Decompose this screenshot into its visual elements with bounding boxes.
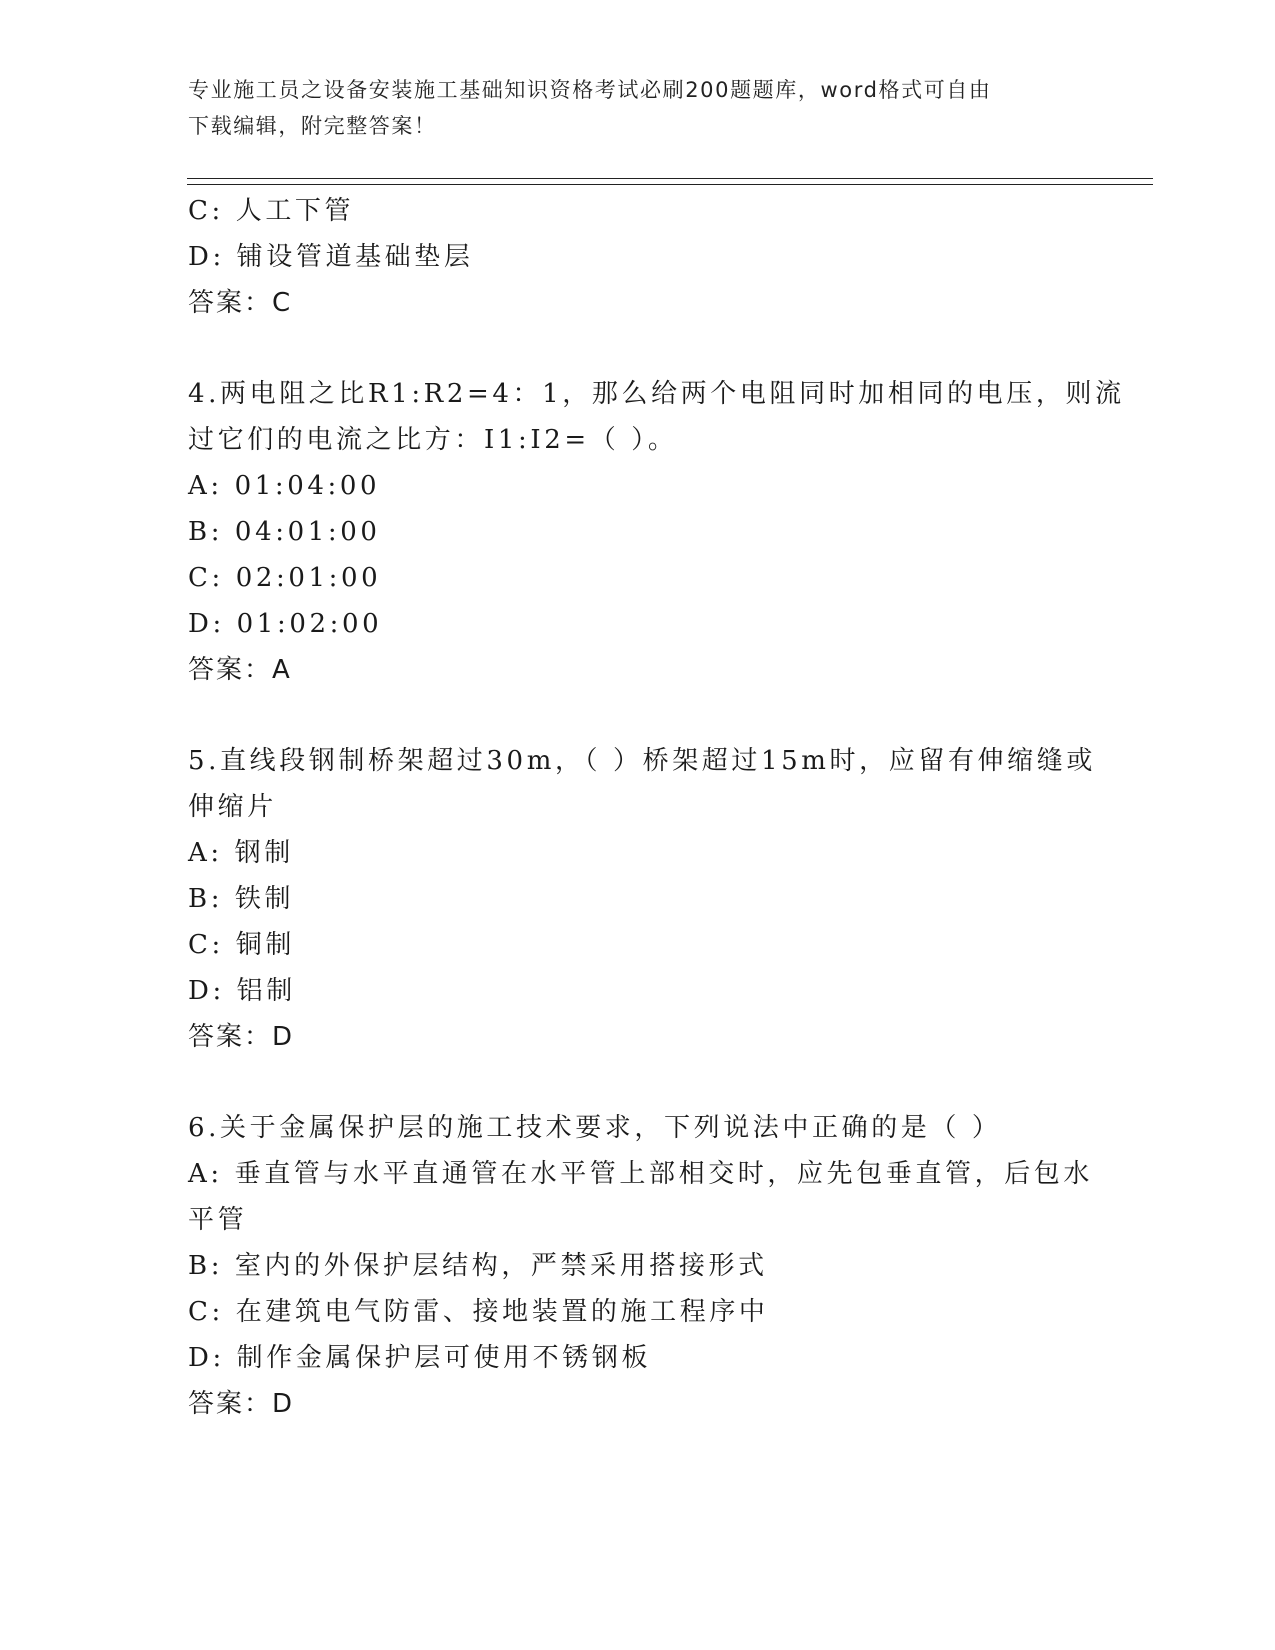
option-b: B: 04:01:00	[188, 517, 381, 547]
header-divider-top	[187, 178, 1153, 179]
option-d: D: 01:02:00	[188, 609, 383, 639]
question-stem: 4.两电阻之比R1:R2=4：1，那么给两个电阻同时加相同的电压，则流	[188, 379, 1125, 409]
spacer	[188, 326, 1088, 371]
answer-line: 答案：D	[188, 1389, 295, 1419]
option-b: B: 室内的外保护层结构，严禁采用搭接形式	[188, 1251, 768, 1281]
option-c: C: 铜制	[188, 930, 295, 960]
question-6	[188, 1105, 1094, 1427]
option-d: D: 制作金属保护层可使用不锈钢板	[188, 1343, 652, 1373]
answer-line: 答案：A	[188, 655, 292, 685]
header-title-line-1: 专业施工员之设备安装施工基础知识资格考试必刷200题题库，word格式可自由	[188, 78, 992, 102]
option-c: C: 人工下管	[188, 196, 355, 226]
question-4	[188, 371, 1125, 693]
answer-line: 答案：C	[188, 288, 293, 318]
spacer	[188, 1060, 1088, 1105]
option-a-continued: 平管	[188, 1205, 248, 1235]
question-list	[188, 188, 1125, 1427]
page-header	[188, 72, 1068, 144]
spacer	[188, 693, 1088, 738]
header-divider-bottom	[187, 184, 1153, 185]
option-a: A: 钢制	[188, 838, 294, 868]
option-b: B: 铁制	[188, 884, 295, 914]
option-c: C: 在建筑电气防雷、接地装置的施工程序中	[188, 1297, 769, 1327]
question-stem: 6.关于金属保护层的施工技术要求，下列说法中正确的是（ ）	[188, 1113, 1002, 1143]
question-stem-continued: 过它们的电流之比方：I1:I2=（ ）。	[188, 425, 678, 455]
question-stem: 5.直线段钢制桥架超过30m，（ ）桥架超过15m时，应留有伸缩缝或	[188, 746, 1096, 776]
question-5	[188, 738, 1096, 1060]
option-a: A: 01:04:00	[188, 471, 381, 501]
option-a: A: 垂直管与水平直通管在水平管上部相交时，应先包垂直管，后包水	[188, 1159, 1094, 1189]
question-stem-continued: 伸缩片	[188, 792, 277, 822]
option-d: D: 铺设管道基础垫层	[188, 242, 474, 272]
option-c: C: 02:01:00	[188, 563, 382, 593]
option-d: D: 铝制	[188, 976, 296, 1006]
question-3-tail	[188, 188, 1088, 326]
answer-line: 答案：D	[188, 1022, 295, 1052]
header-title-line-2: 下载编辑，附完整答案！	[188, 114, 437, 138]
